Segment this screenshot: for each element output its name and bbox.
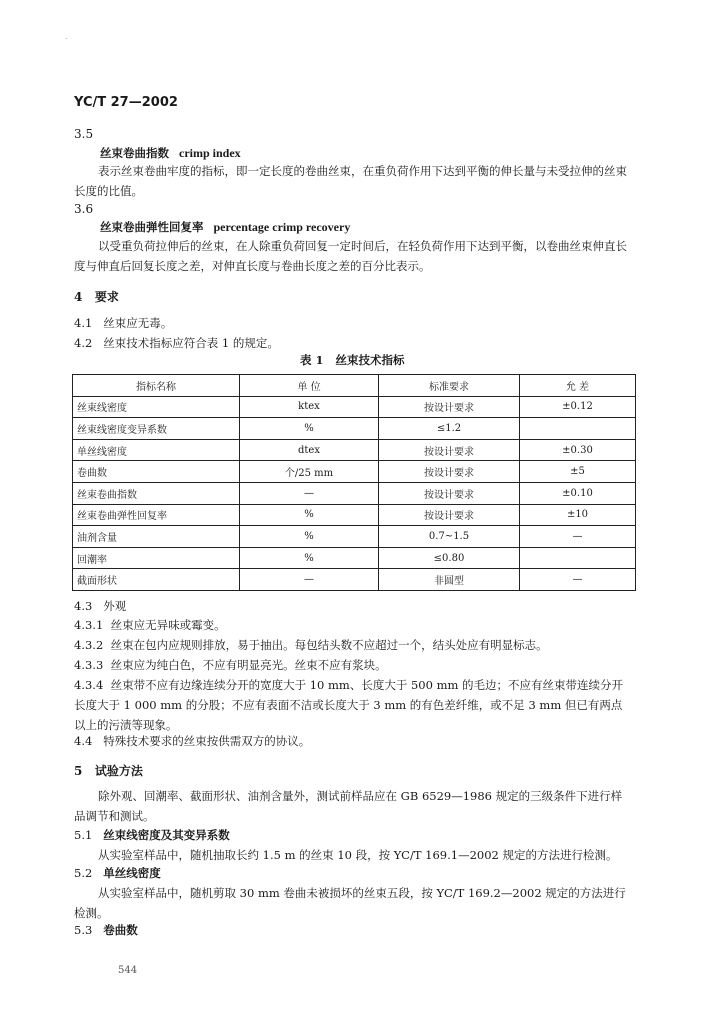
subsection-body: 从实验室样品中，随机抽取长约 1.5 m 的丝束 10 段，按 YC/T 169.1—2002 规定的方法进行检测。: [98, 848, 618, 862]
clause-title: 外观: [103, 599, 127, 613]
clause-text: 丝束带不应有边缘连续分开的宽度大于 10 mm、长度大于 500 mm 的毛边；不应有丝束带连续分开长度大于 1 000 mm 的分股；不应有表面不洁或长度大于 3 mm 的有色差纤维，或不足 3 mm 但已有两点以上的污渍等现象。: [74, 678, 624, 732]
requirement-cell: ≤0.80: [379, 547, 520, 569]
indicator-name: 丝束卷曲指数: [73, 482, 240, 504]
tolerance-cell: ±0.12: [520, 396, 636, 418]
clause-text: 特殊技术要求的丝束按供需双方的协议。: [103, 734, 311, 748]
requirement-cell: 按设计要求: [379, 482, 520, 504]
column-header: 指标名称: [73, 375, 240, 397]
indicator-name: 丝束线密度: [73, 396, 240, 418]
unit-cell: %: [240, 504, 379, 526]
table-row: [73, 504, 636, 526]
column-header: 允 差: [520, 375, 636, 397]
tolerance-cell: [520, 547, 636, 569]
clause: [74, 656, 387, 675]
unit-cell: —: [240, 482, 379, 504]
table-row: [73, 569, 636, 591]
subsection-title: 单丝线密度: [103, 866, 161, 880]
section-number: 3.6: [74, 202, 94, 216]
subsection-body: 从实验室样品中，随机剪取 30 mm 卷曲未被损坏的丝束五段，按 YC/T 169.2—2002 规定的方法进行检测。: [74, 886, 626, 920]
indicator-name: 截面形状: [73, 569, 240, 591]
section-number: 4: [74, 290, 83, 304]
clause-number: 4.1: [74, 316, 93, 330]
section-number: 5: [74, 764, 83, 778]
subsection-heading: [74, 826, 230, 845]
term-heading: [100, 218, 350, 237]
tolerance-cell: —: [520, 526, 636, 548]
tolerance-cell: —: [520, 569, 636, 591]
table-row: [73, 526, 636, 548]
indicator-name: 卷曲数: [73, 461, 240, 483]
tolerance-cell: ±5: [520, 461, 636, 483]
unit-cell: %: [240, 418, 379, 440]
clause: [74, 732, 310, 751]
clause: [74, 616, 226, 635]
unit-cell: 个/25 mm: [240, 461, 379, 483]
clause-number: 4.3.2: [74, 638, 104, 652]
unit-cell: dtex: [240, 439, 379, 461]
term-title-cn: 丝束卷曲弹性回复率: [100, 220, 204, 234]
table-row: [73, 461, 636, 483]
subsection-heading: [74, 864, 161, 883]
indicator-name: 回潮率: [73, 547, 240, 569]
clause-number: 5.1: [74, 828, 93, 842]
subsection-heading: [74, 921, 138, 940]
unit-cell: %: [240, 547, 379, 569]
indicator-name: 油剂含量: [73, 526, 240, 548]
section-number: 3.5: [74, 127, 94, 141]
clause-text: 丝束应无毒。: [103, 316, 173, 330]
tolerance-cell: ±0.30: [520, 439, 636, 461]
indicator-name: 单丝线密度: [73, 439, 240, 461]
tolerance-cell: ±0.10: [520, 482, 636, 504]
clause: [74, 314, 172, 333]
table-row: [73, 439, 636, 461]
clause: [74, 636, 548, 655]
requirement-cell: 按设计要求: [379, 504, 520, 526]
term-title-en: crimp index: [179, 146, 241, 160]
table-row: [73, 418, 636, 440]
requirement-cell: 按设计要求: [379, 396, 520, 418]
unit-cell: %: [240, 526, 379, 548]
unit-cell: —: [240, 569, 379, 591]
clause-text: 丝束在包内应规则排放，易于抽出。每包结头数不应超过一个，结头处应有明显标志。: [110, 638, 548, 652]
clause-number: 4.3.1: [74, 618, 104, 632]
clause-number: 4.3: [74, 599, 93, 613]
section-title: 试验方法: [94, 764, 143, 778]
subsection-title: 卷曲数: [103, 923, 138, 937]
spec-table: [72, 374, 636, 591]
table-caption: 表 1 丝束技术指标: [300, 353, 405, 367]
clause-text: 丝束应无异味或霉变。: [110, 618, 226, 632]
scan-speck: .: [65, 32, 68, 41]
requirement-cell: 非圆型: [379, 569, 520, 591]
clause-number: 5.3: [74, 923, 93, 937]
section-heading: [74, 762, 143, 779]
clause: [74, 597, 126, 616]
column-header: 标准要求: [379, 375, 520, 397]
clause: [74, 675, 630, 735]
unit-cell: ktex: [240, 396, 379, 418]
indicator-name: 丝束卷曲弹性回复率: [73, 504, 240, 526]
term-title-en: percentage crimp recovery: [213, 220, 351, 234]
tolerance-cell: [520, 418, 636, 440]
clause-text: 丝束技术指标应符合表 1 的规定。: [103, 336, 279, 350]
table-row: [73, 482, 636, 504]
table-header-row: [73, 375, 636, 397]
section-heading: [74, 288, 119, 305]
clause-number: 4.3.4: [74, 678, 104, 692]
clause-number: 5.2: [74, 866, 93, 880]
page-number: 544: [118, 965, 138, 976]
requirement-cell: ≤1.2: [379, 418, 520, 440]
subsection-title: 丝束线密度及其变异系数: [103, 828, 230, 842]
term-definition: 以受重负荷拉伸后的丝束，在人除重负荷回复一定时间后，在轻负荷作用下达到平衡，以卷曲丝束伸直长度与伸直后回复长度之差，对伸直长度与卷曲长度之差的百分比表示。: [74, 239, 627, 273]
requirement-cell: 按设计要求: [379, 439, 520, 461]
table-row: [73, 547, 636, 569]
clause: [74, 334, 279, 353]
clause-text: 丝束应为纯白色，不应有明显亮光。丝束不应有浆块。: [110, 658, 387, 672]
term-definition: 表示丝束卷曲牢度的指标，即一定长度的卷曲丝束，在重负荷作用下达到平衡的伸长量与未受拉伸的丝束长度的比值。: [74, 164, 627, 198]
intro-paragraph: 除外观、回潮率、截面形状、油剂含量外，测试前样品应在 GB 6529—1986 规定的三级条件下进行样品调节和测试。: [74, 789, 623, 823]
clause-number: 4.2: [74, 336, 93, 350]
tolerance-cell: ±10: [520, 504, 636, 526]
requirement-cell: 按设计要求: [379, 461, 520, 483]
column-header: 单 位: [240, 375, 379, 397]
section-title: 要求: [94, 290, 119, 304]
standard-number: YC/T 27—2002: [74, 95, 178, 110]
term-title-cn: 丝束卷曲指数: [100, 146, 169, 160]
clause-number: 4.3.3: [74, 658, 104, 672]
indicator-name: 丝束线密度变异系数: [73, 418, 240, 440]
clause-number: 4.4: [74, 734, 93, 748]
requirement-cell: 0.7~1.5: [379, 526, 520, 548]
table-row: [73, 396, 636, 418]
